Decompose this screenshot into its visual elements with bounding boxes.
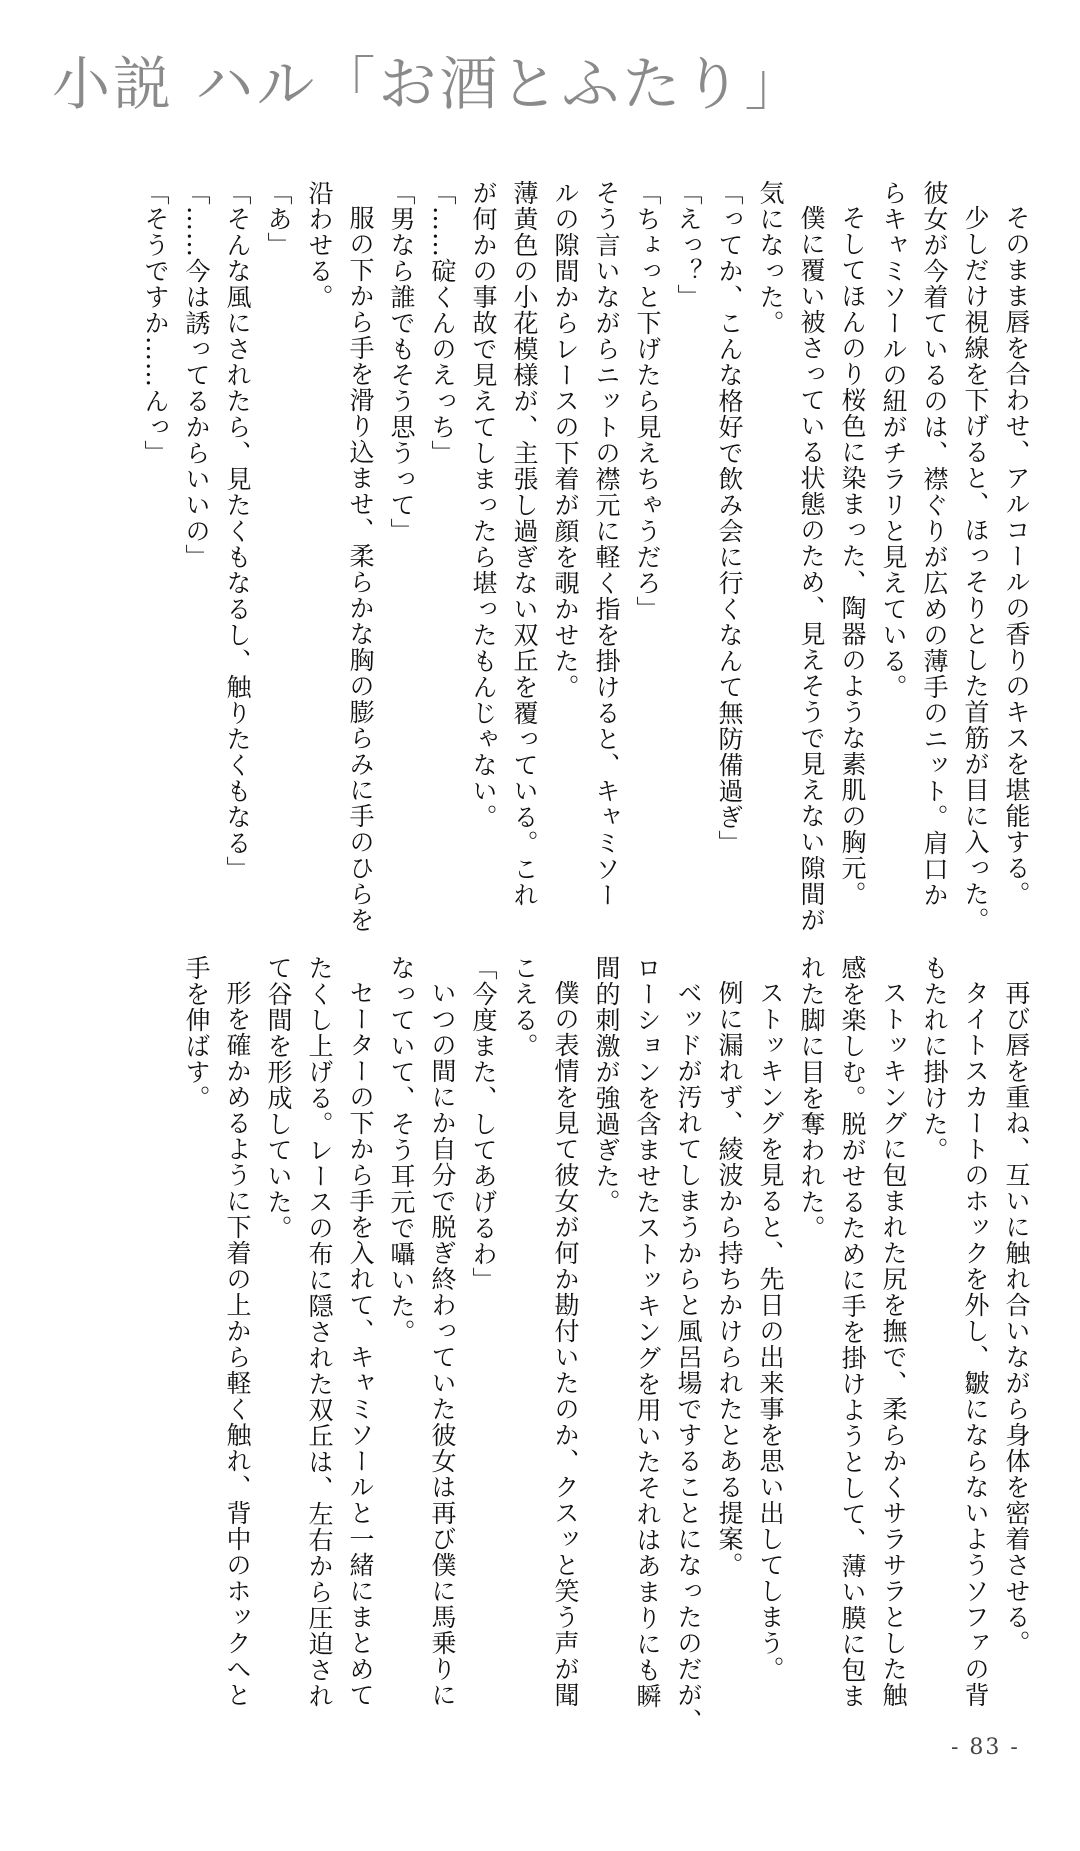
text-line: が何かの事故で見えてしまったら堪ったもんじゃない。 [469, 180, 498, 830]
text-line: セーターの下から手を入れて、キャミソールと一緒にまとめて [346, 980, 375, 1708]
text-line: 薄黄色の小花模様が、主張し過ぎない双丘を覆っている。これ [510, 180, 539, 908]
text-line: ストッキングに包まれた尻を撫で、柔らかくサラサラとした触 [879, 980, 908, 1708]
text-line: 僕の表情を見て彼女が何か勘付いたのか、クスッと笑う声が聞 [551, 980, 580, 1708]
text-line: たくし上げる。レースの布に隠された双丘は、左右から圧迫され [305, 955, 334, 1709]
text-line: 感を楽しむ。脱がせるために手を掛けようとして、薄い膜に包ま [838, 955, 867, 1709]
text-line: 「……今は誘ってるからいいの」 [182, 180, 211, 570]
text-line: もたれに掛けた。 [920, 955, 949, 1163]
text-line: ベッドが汚れてしまうからと風呂場ですることになったのだが、 [674, 980, 703, 1734]
text-line: そのまま唇を合わせ、アルコールの香りのキスを堪能する。 [1002, 205, 1031, 907]
text-line: 僕に覆い被さっている状態のため、見えそうで見えない隙間が [797, 205, 826, 933]
text-line: 再び唇を重ね、互いに触れ合いながら身体を密着させる。 [1002, 980, 1031, 1656]
text-line: 「あ」 [264, 180, 293, 258]
text-line: 間的刺激が強過ぎた。 [592, 955, 621, 1215]
text-line: 「そうですか……んっ」 [141, 180, 170, 466]
text-line: 「ってか、こんな格好で飲み会に行くなんて無防備過ぎ」 [715, 180, 744, 856]
text-line: 「そんな風にされたら、見たくもなるし、触りたくもなる」 [223, 180, 252, 882]
text-line: 沿わせる。 [305, 180, 334, 310]
text-line: 気になった。 [756, 180, 785, 336]
text-line: 服の下から手を滑り込ませ、柔らかな胸の膨らみに手のひらを [346, 205, 375, 933]
text-line: 「えっ？」 [674, 180, 703, 310]
text-line: 彼女が今着ているのは、襟ぐりが広めの薄手のニット。肩口か [920, 180, 949, 908]
lower-text-block [176, 955, 1037, 1734]
text-line: ストッキングを見ると、先日の出来事を思い出してしまう。 [756, 980, 785, 1682]
text-line: れた脚に目を奪われた。 [797, 955, 826, 1241]
text-line: なっていて、そう耳元で囁いた。 [387, 955, 416, 1345]
upper-text-block [135, 180, 1037, 933]
text-line: いつの間にか自分で脱ぎ終わっていた彼女は再び僕に馬乗りに [428, 980, 457, 1708]
text-line: ローションを含ませたストッキングを用いたそれはあまりにも瞬 [633, 955, 662, 1709]
text-line: ルの隙間からレースの下着が顔を覗かせた。 [551, 180, 580, 700]
text-line: そう言いながらニットの襟元に軽く指を掛けると、キャミソー [592, 180, 621, 908]
text-line: て谷間を形成していた。 [264, 955, 293, 1241]
text-line: 少しだけ視線を下げると、ほっそりとした首筋が目に入った。 [961, 205, 990, 933]
text-line: 「男なら誰でもそう思うって」 [387, 180, 416, 544]
text-line: 手を伸ばす。 [182, 955, 211, 1111]
text-line: 「……碇くんのえっち」 [428, 180, 457, 466]
text-line: 形を確かめるように下着の上から軽く触れ、背中のホックへと [223, 980, 252, 1708]
page-title: 小説 ハル「お酒とふたり」 [52, 50, 806, 118]
page-number: - 83 - [951, 1735, 1020, 1760]
text-line: こえる。 [510, 955, 539, 1059]
text-line: 例に漏れず、綾波から持ちかけられたとある提案。 [715, 980, 744, 1578]
text-line: そしてほんのり桜色に染まった、陶器のような素肌の胸元。 [838, 205, 867, 907]
text-line: らキャミソールの紐がチラリと見えている。 [879, 180, 908, 700]
text-line: 「今度また、してあげるわ」 [469, 955, 498, 1293]
text-line: 「ちょっと下げたら見えちゃうだろ」 [633, 180, 662, 622]
text-line: タイトスカートのホックを外し、皺にならないようソファの背 [961, 980, 990, 1708]
